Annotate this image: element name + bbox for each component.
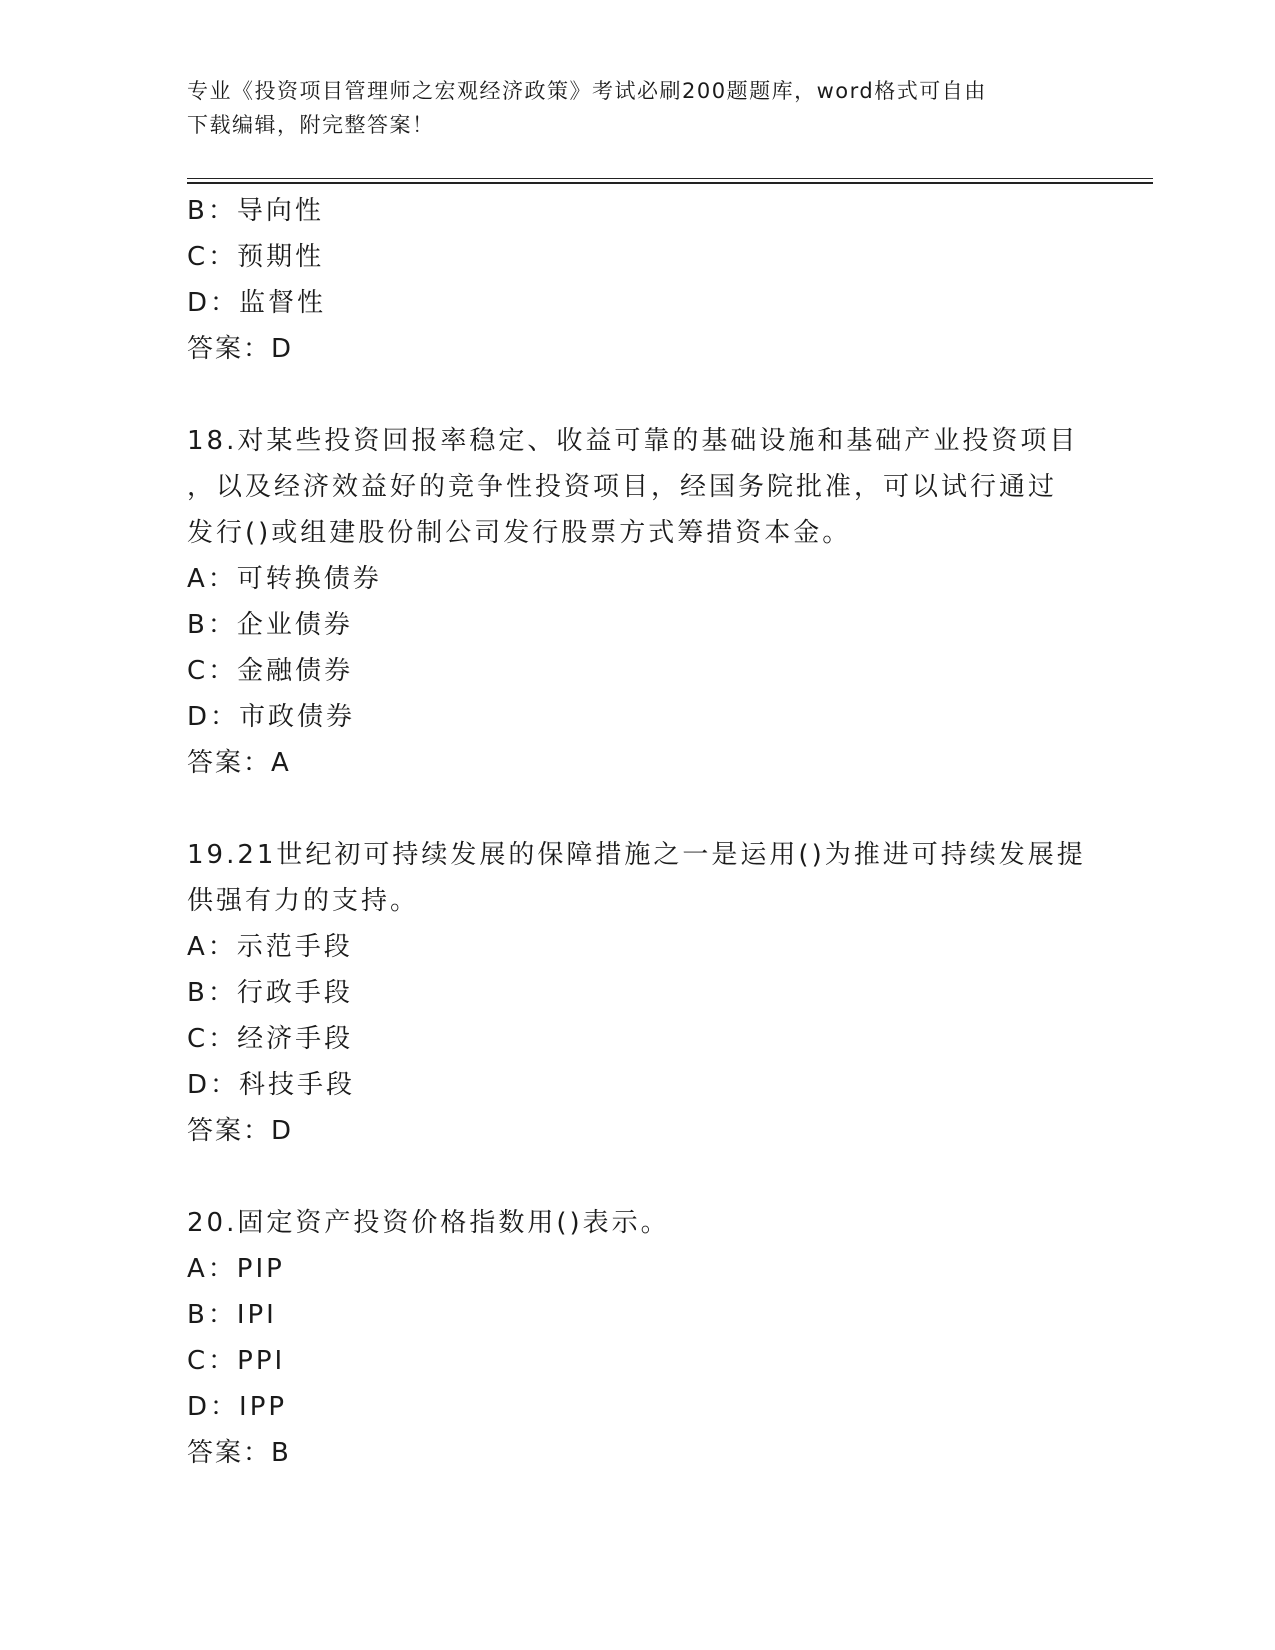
q19-option-b: B：行政手段 xyxy=(187,978,353,1008)
q18-stem-line-1: 18.对某些投资回报率稳定、收益可靠的基础设施和基础产业投资项目 xyxy=(187,426,1079,456)
document-header xyxy=(187,74,1087,142)
q18-option-a: A：可转换债券 xyxy=(187,564,382,594)
q18-stem-line-2: ，以及经济效益好的竞争性投资项目，经国务院批准，可以试行通过 xyxy=(187,472,1058,502)
q17-option-b: B：导向性 xyxy=(187,196,324,226)
q19-option-a: A：示范手段 xyxy=(187,932,353,962)
header-rule-thin xyxy=(187,178,1153,179)
q20-option-c: C：PPI xyxy=(187,1346,286,1376)
header-rule-thick xyxy=(187,182,1153,184)
q17-answer: 答案：D xyxy=(187,334,294,364)
question-gap xyxy=(187,1154,1087,1200)
q20-answer: 答案：B xyxy=(187,1438,291,1468)
question-19-block xyxy=(187,832,1087,1154)
q18-option-b: B：企业债券 xyxy=(187,610,353,640)
question-18-block xyxy=(187,418,1087,786)
q20-stem-line-1: 20.固定资产投资价格指数用()表示。 xyxy=(187,1208,670,1238)
q18-answer: 答案：A xyxy=(187,748,291,778)
header-line-2: 下载编辑，附完整答案！ xyxy=(187,113,435,137)
q20-option-b: B：IPI xyxy=(187,1300,277,1330)
q20-option-a: A：PIP xyxy=(187,1254,285,1284)
question-gap xyxy=(187,372,1087,418)
q19-answer: 答案：D xyxy=(187,1116,294,1146)
question-17-block xyxy=(187,188,1087,372)
q18-option-d: D：市政债券 xyxy=(187,702,356,732)
q17-option-c: C：预期性 xyxy=(187,242,325,272)
question-gap xyxy=(187,786,1087,832)
q19-stem-line-2: 供强有力的支持。 xyxy=(187,886,420,916)
q18-stem-line-3: 发行()或组建股份制公司发行股票方式筹措资本金。 xyxy=(187,518,852,548)
q20-option-d: D：IPP xyxy=(187,1392,288,1422)
q19-option-c: C：经济手段 xyxy=(187,1024,354,1054)
q19-stem-line-1: 19.21世纪初可持续发展的保障措施之一是运用()为推进可持续发展提 xyxy=(187,840,1086,870)
header-line-1: 专业《投资项目管理师之宏观经济政策》考试必刷200题题库，word格式可自由 xyxy=(187,79,987,103)
q18-option-c: C：金融债券 xyxy=(187,656,354,686)
question-content xyxy=(187,188,1087,1476)
question-20-block xyxy=(187,1200,1087,1476)
q17-option-d: D：监督性 xyxy=(187,288,327,318)
q19-option-d: D：科技手段 xyxy=(187,1070,356,1100)
